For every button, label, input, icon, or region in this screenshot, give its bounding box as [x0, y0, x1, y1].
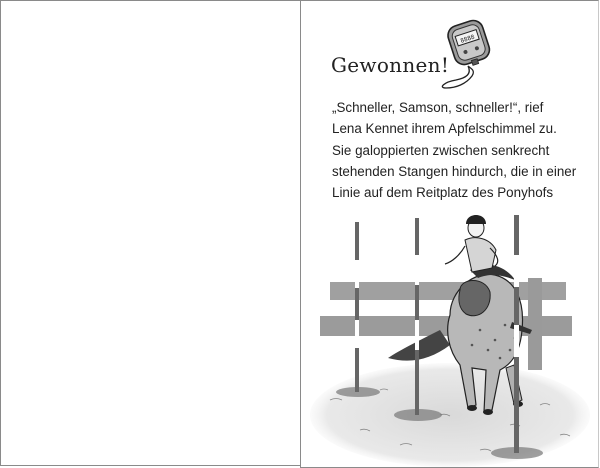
paragraph-line: Sie galoppierten zwischen senkrecht [332, 142, 550, 158]
chapter-title: Gewonnen! [331, 53, 450, 77]
pony-riding-illustration [300, 200, 600, 468]
stopwatch-icon [432, 18, 494, 90]
svg-text:8888: 8888 [459, 33, 476, 45]
paragraph-line: „Schneller, Samson, schneller!“, rief [332, 100, 544, 115]
chapter-paragraph [332, 97, 582, 203]
paragraph-line: stehenden Stangen hindurch, die in einer [332, 163, 577, 179]
paragraph-line: Linie auf dem Reitplatz des Ponyhofs [332, 185, 554, 201]
paragraph-line: Lena Kennet ihrem Apfelschimmel zu. [332, 121, 557, 137]
left-page-blank [0, 0, 301, 466]
